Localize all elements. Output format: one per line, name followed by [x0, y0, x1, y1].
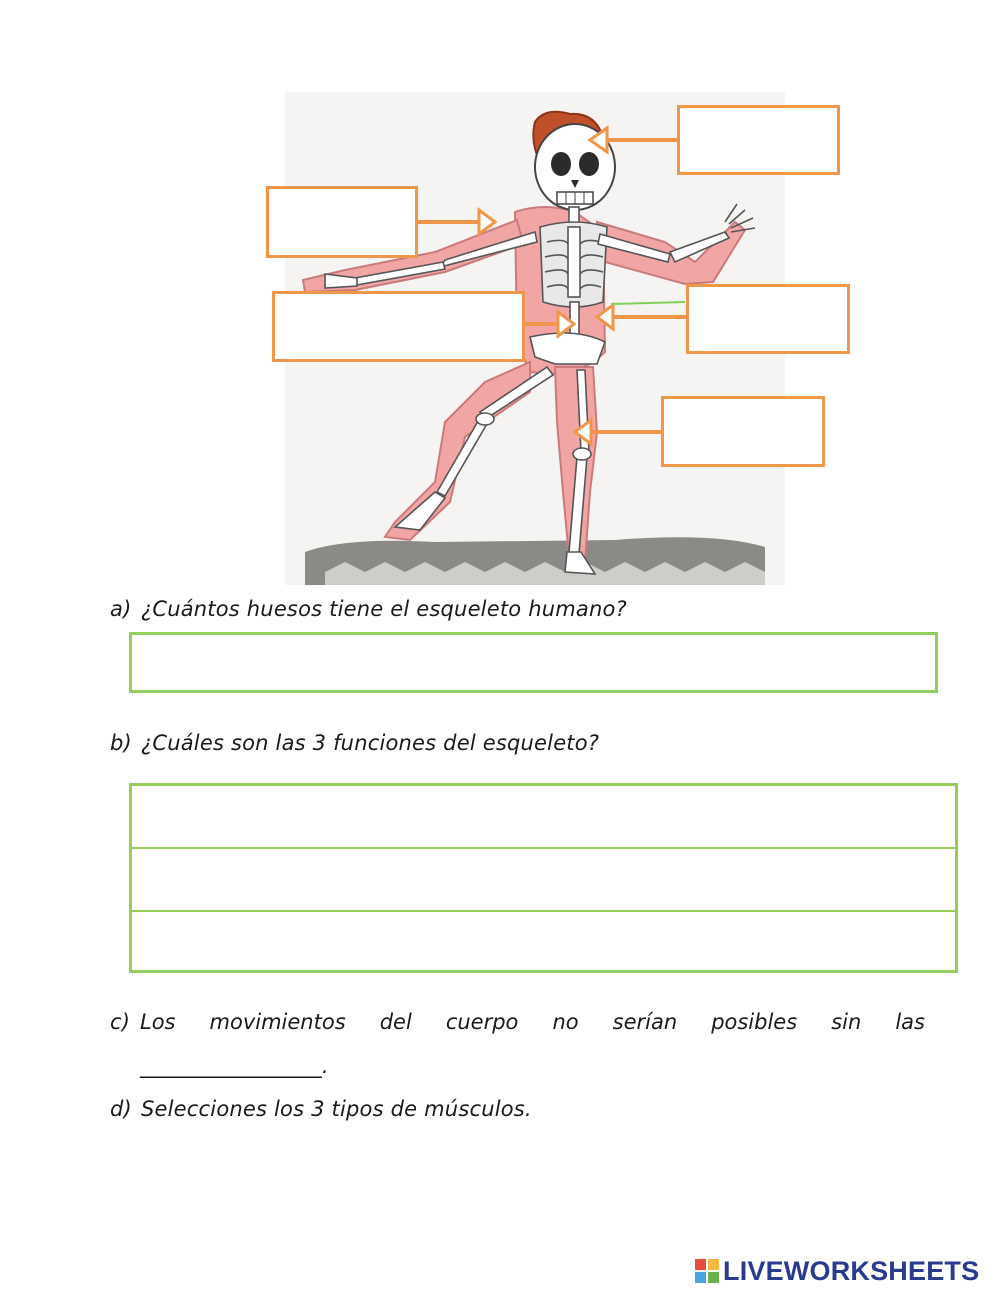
logo-mark-icon [695, 1259, 719, 1283]
question-b [110, 731, 810, 761]
question-a [110, 597, 810, 627]
question-c-word: Los [140, 1010, 176, 1034]
answer-box-b [129, 783, 958, 973]
label-box-ribs[interactable] [686, 284, 850, 354]
question-c-text [140, 1010, 925, 1034]
question-d [110, 1097, 810, 1127]
question-c-blank-line: _________________. [140, 1054, 329, 1078]
question-c-word: del [379, 1010, 412, 1034]
question-c-word: no [552, 1010, 579, 1034]
label-box-spine[interactable] [272, 291, 525, 362]
question-c-word: cuerpo [445, 1010, 519, 1034]
question-b-letter: b) [110, 731, 132, 755]
answer-row-b-2[interactable] [132, 847, 955, 849]
question-c-word: posibles [711, 1010, 798, 1034]
question-b-text: ¿Cuáles son las 3 funciones del esqueleto? [141, 731, 600, 755]
question-c-word: las [895, 1010, 925, 1034]
question-c-word: serían [612, 1010, 678, 1034]
question-c-letter: c) [110, 1010, 131, 1034]
label-box-shoulder[interactable] [266, 186, 418, 258]
logo-text: LIVEWORKSHEETS [723, 1255, 980, 1286]
question-c-word: movimientos [209, 1010, 346, 1034]
answer-box-a[interactable] [129, 632, 938, 693]
question-d-letter: d) [110, 1097, 132, 1121]
label-box-skull[interactable] [677, 105, 840, 175]
answer-row-b-3[interactable] [132, 910, 955, 912]
question-c-letter-wrap [110, 1010, 140, 1040]
question-a-letter: a) [110, 597, 132, 621]
question-c-blank[interactable] [140, 1054, 440, 1084]
question-a-text: ¿Cuántos huesos tiene el esqueleto humano? [141, 597, 627, 621]
question-d-text: Selecciones los 3 tipos de músculos. [141, 1097, 532, 1121]
liveworksheets-logo [695, 1255, 979, 1287]
label-box-leg[interactable] [661, 396, 825, 467]
question-c-word: sin [831, 1010, 862, 1034]
